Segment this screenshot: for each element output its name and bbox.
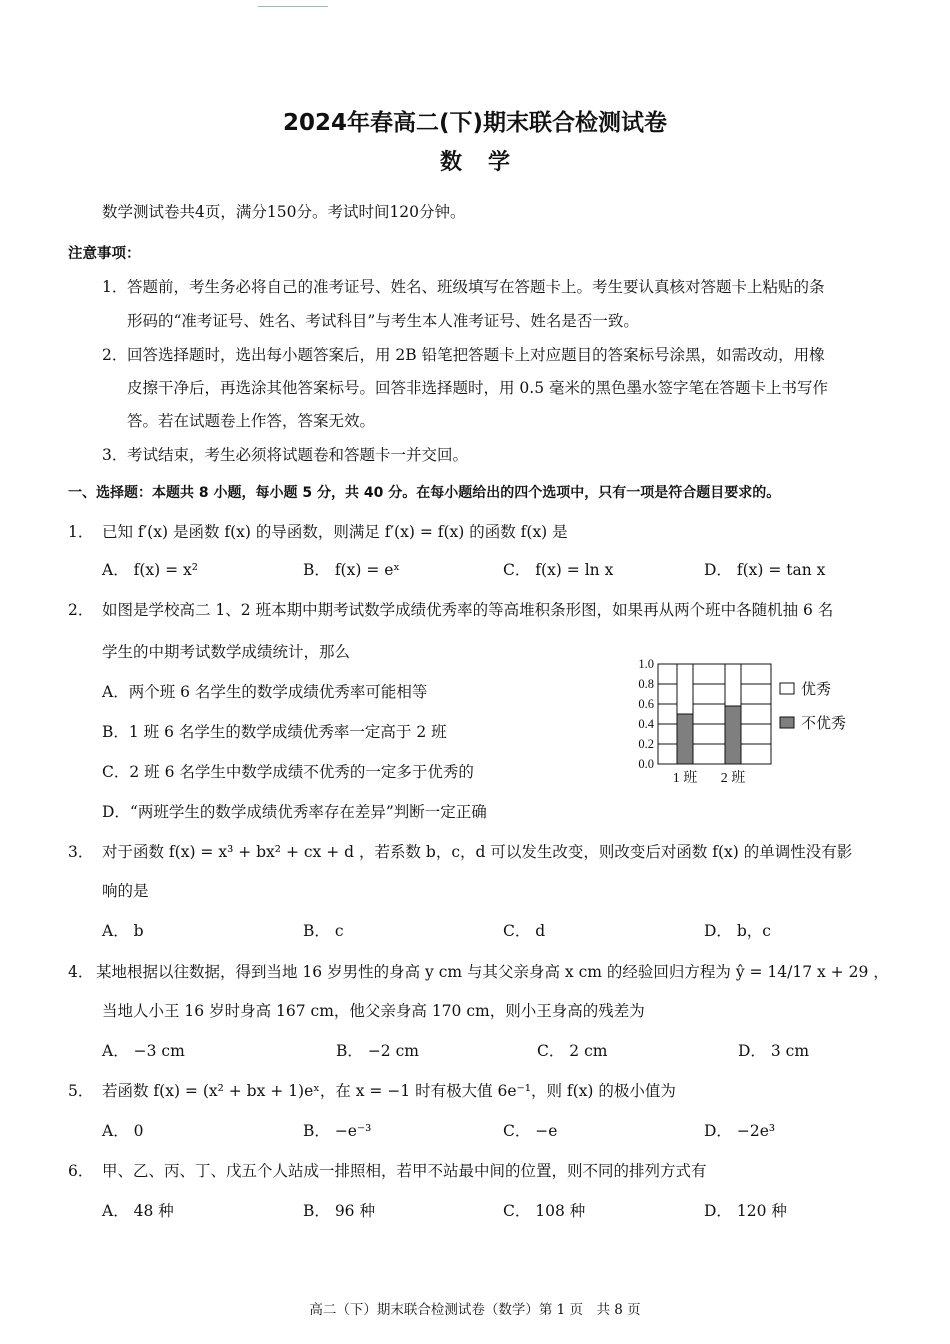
x-tick-label: 2 班 bbox=[720, 771, 746, 786]
question-stem: 已知 f′(x) 是函数 f(x) 的导函数，则满足 f′(x) = f(x) 的函数 f(x) 是 bbox=[102, 523, 568, 541]
option-c: C． 108 种 bbox=[503, 1202, 586, 1220]
option-c: C． −e bbox=[503, 1122, 558, 1140]
question-stem: 甲、乙、丙、丁、戊五个人站成一排照相，若甲不站最中间的位置，则不同的排列方式有 bbox=[102, 1162, 707, 1180]
option-a: A． −3 cm bbox=[102, 1042, 185, 1060]
notice-num-1: 1． bbox=[102, 278, 128, 296]
bar-segment bbox=[677, 714, 693, 764]
question-number: 5． bbox=[68, 1082, 94, 1100]
question-number: 3． bbox=[68, 843, 94, 861]
y-tick-label: 0.0 bbox=[638, 757, 654, 771]
top-mark bbox=[258, 6, 328, 7]
question-number: 2． bbox=[68, 601, 94, 619]
notice-line: 答。若在试题卷上作答，答案无效。 bbox=[127, 412, 376, 430]
page-footer: 高二（下）期末联合检测试卷（数学）第 1 页 共 8 页 bbox=[309, 1302, 641, 1318]
bar-segment bbox=[725, 664, 741, 706]
option-c: C．2 班 6 名学生中数学成绩不优秀的一定多于优秀的 bbox=[102, 763, 474, 781]
notice-num-3: 3． bbox=[102, 446, 128, 464]
question-stem: 若函数 f(x) = (x² + bx + 1)eˣ，在 x = −1 时有极大值 6e⁻¹，则 f(x) 的极小值为 bbox=[102, 1082, 676, 1100]
option-b: B． −2 cm bbox=[336, 1042, 419, 1060]
notice-line: 皮擦干净后，再选涂其他答案标号。回答非选择题时，用 0.5 毫米的黑色墨水签字笔在答题卡上书写作 bbox=[127, 379, 829, 397]
section-heading: 一、选择题：本题共 8 小题，每小题 5 分，共 40 分。在每小题给出的四个选项中，只有一项是符合题目要求的。 bbox=[68, 485, 781, 501]
option-c: C． 2 cm bbox=[537, 1042, 608, 1060]
option-a: A． 0 bbox=[102, 1122, 144, 1140]
option-c: C． f(x) = ln x bbox=[503, 561, 614, 579]
notice-num-2: 2． bbox=[102, 346, 128, 364]
y-tick-label: 0.4 bbox=[638, 717, 654, 731]
question-number: 6． bbox=[68, 1162, 94, 1180]
bar-segment bbox=[677, 664, 693, 714]
legend-label: 不优秀 bbox=[801, 714, 847, 732]
notice-heading: 注意事项： bbox=[68, 246, 141, 262]
question-stem: 学生的中期考试数学成绩统计，那么 bbox=[102, 643, 351, 661]
option-a: A． f(x) = x² bbox=[102, 561, 198, 579]
notice-line: 答题前，考生务必将自己的准考证号、姓名、班级填写在答题卡上。考生要认真核对答题卡上粘贴的条 bbox=[127, 278, 825, 296]
option-d: D．“两班学生的数学成绩优秀率存在差异”判断一定正确 bbox=[102, 803, 487, 821]
option-d: D． f(x) = tan x bbox=[704, 561, 826, 579]
question-number: 1． bbox=[68, 523, 94, 541]
option-d: D． 120 种 bbox=[704, 1202, 787, 1220]
option-d: D． −2e³ bbox=[704, 1122, 776, 1140]
option-a: A． 48 种 bbox=[102, 1202, 174, 1220]
question-stem: 响的是 bbox=[102, 882, 149, 900]
y-tick-label: 0.6 bbox=[638, 697, 654, 711]
stacked-bar-chart bbox=[628, 652, 898, 792]
y-tick-label: 0.8 bbox=[638, 677, 654, 691]
option-d: D． b，c bbox=[704, 922, 771, 940]
question-stem: 对于函数 f(x) = x³ + bx² + cx + d ，若系数 b，c，d 可以发生改变，则改变后对函数 f(x) 的单调性没有影 bbox=[102, 843, 853, 861]
option-b: B． 96 种 bbox=[303, 1202, 375, 1220]
legend-swatch bbox=[780, 717, 794, 728]
question-stem: 如图是学校高二 1、2 班本期中期考试数学成绩优秀率的等高堆积条形图，如果再从两个班中各随机抽 6 名 bbox=[102, 601, 834, 619]
option-d: D． 3 cm bbox=[738, 1042, 810, 1060]
option-c: C． d bbox=[503, 922, 546, 940]
bar-segment bbox=[725, 706, 741, 764]
question-stem: 当地人小王 16 岁时身高 167 cm，他父亲身高 170 cm，则小王身高的残差为 bbox=[102, 1002, 645, 1020]
notice-line: 回答选择题时，选出每小题答案后，用 2B 铅笔把答题卡上对应题目的答案标号涂黑，如需改动，用橡 bbox=[127, 346, 825, 364]
notice-line: 考试结束，考生必须将试题卷和答题卡一并交回。 bbox=[127, 446, 469, 464]
option-b: B． −e⁻³ bbox=[303, 1122, 372, 1140]
option-b: B． c bbox=[303, 922, 344, 940]
question-number: 4． bbox=[68, 963, 94, 981]
legend-swatch bbox=[780, 683, 794, 694]
exam-title: 2024年春高二(下)期末联合检测试卷 bbox=[282, 110, 668, 136]
subject-title: 数学 bbox=[439, 150, 536, 175]
option-a: A．两个班 6 名学生的数学成绩优秀率可能相等 bbox=[102, 683, 428, 701]
y-tick-label: 1.0 bbox=[638, 657, 654, 671]
x-tick-label: 1 班 bbox=[672, 771, 698, 786]
intro-text: 数学测试卷共4页，满分150分。考试时间120分钟。 bbox=[102, 203, 466, 221]
option-b: B．1 班 6 名学生的数学成绩优秀率一定高于 2 班 bbox=[102, 723, 447, 741]
option-b: B． f(x) = eˣ bbox=[303, 561, 400, 579]
question-stem: 某地根据以往数据，得到当地 16 岁男性的身高 y cm 与其父亲身高 x cm 的经验回归方程为 ŷ = 14/17 x + 29 ， bbox=[96, 963, 889, 981]
plot-frame bbox=[658, 664, 771, 764]
option-a: A． b bbox=[102, 922, 144, 940]
y-tick-label: 0.2 bbox=[638, 737, 654, 751]
legend-label: 优秀 bbox=[801, 680, 832, 698]
notice-line: 形码的“准考证号、姓名、考试科目”与考生本人准考证号、姓名是否一致。 bbox=[127, 312, 639, 330]
